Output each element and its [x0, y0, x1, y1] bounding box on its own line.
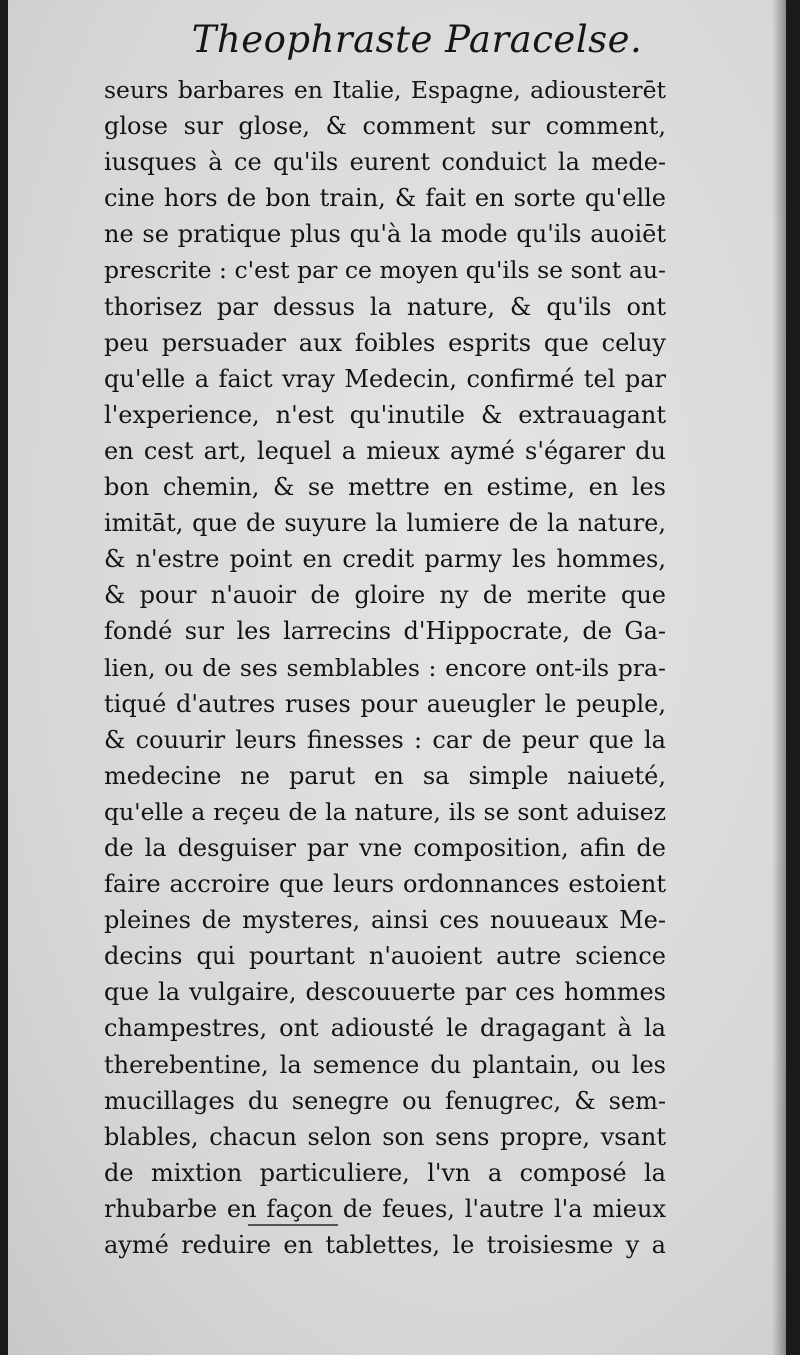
text-line: therebentine, la semence du plantain, ou les: [104, 1050, 666, 1079]
text-line: peu persuader aux foibles esprits que celuy: [104, 328, 666, 357]
text-line: iusques à ce qu'ils eurent conduict la mede-: [104, 148, 666, 177]
text-line: l'experience, n'est qu'inutile & extrauagant: [104, 400, 666, 429]
text-line: en cest art, lequel a mieux aymé s'égarer du: [104, 436, 666, 465]
text-line: decins qui pourtant n'auoient autre science: [104, 942, 666, 971]
text-line: aymé reduire en tablettes, le troisiesme y a: [104, 1231, 666, 1259]
text-line: tiqué d'autres ruses pour aueugler le peuple,: [104, 689, 666, 718]
text-block: [104, 72, 666, 1263]
text-line: que la vulgaire, descouuerte par ces hommes: [104, 978, 666, 1007]
text-line: faire accroire que leurs ordonnances estoient: [104, 870, 666, 899]
text-line: de mixtion particuliere, l'vn a composé la: [104, 1158, 666, 1187]
page-edge-shadow: [772, 0, 786, 1355]
footer-rule: [248, 1224, 338, 1226]
text-line: rhubarbe en façon de feues, l'autre l'a mieux: [104, 1194, 666, 1223]
text-line: medecine ne parut en sa simple naiueté,: [104, 761, 666, 790]
text-line: & couurir leurs finesses : car de peur que la: [104, 725, 666, 754]
text-line: mucillages du senegre ou fenugrec, & sem-: [104, 1086, 666, 1115]
text-line: bon chemin, & se mettre en estime, en les: [104, 473, 666, 502]
text-line: qu'elle a faict vray Medecin, confirmé tel par: [104, 364, 666, 393]
text-line: blables, chacun selon son sens propre, vsant: [104, 1122, 666, 1151]
text-line: pleines de mysteres, ainsi ces nouueaux Me-: [104, 906, 666, 935]
text-line: champestres, ont adiousté le dragagant à la: [104, 1014, 666, 1043]
text-line: thorisez par dessus la nature, & qu'ils ont: [104, 292, 666, 321]
text-line: lien, ou de ses semblables : encore ont-ils pra-: [104, 653, 666, 682]
text-line: glose sur glose, & comment sur comment,: [104, 112, 666, 141]
text-line: ne se pratique plus qu'à la mode qu'ils auoiēt: [104, 220, 666, 249]
text-line: seurs barbares en Italie, Espagne, adiousterēt: [104, 76, 666, 104]
text-line: & pour n'auoir de gloire ny de merite que: [104, 581, 666, 610]
text-line: de la desguiser par vne composition, afin de: [104, 833, 666, 862]
text-line: imitāt, que de suyure la lumiere de la nature,: [104, 509, 666, 538]
text-line: qu'elle a reçeu de la nature, ils se sont aduisez: [104, 797, 666, 826]
book-page: [8, 0, 786, 1355]
running-head: Theophraste Paracelse.: [191, 18, 643, 61]
text-line: cine hors de bon train, & fait en sorte qu'elle: [104, 184, 666, 213]
text-line: & n'estre point en credit parmy les hommes,: [104, 545, 666, 574]
text-line: fondé sur les larrecins d'Hippocrate, de Ga-: [104, 617, 666, 646]
text-line: prescrite : c'est par ce moyen qu'ils se sont au-: [104, 256, 666, 285]
